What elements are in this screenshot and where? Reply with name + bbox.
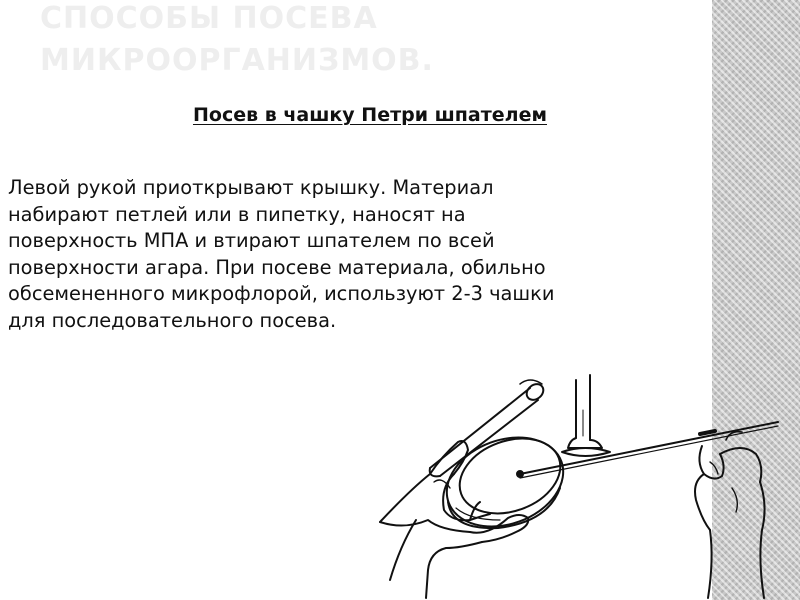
slide-subtitle-text: Посев в чашку Петри шпателем	[192, 104, 547, 126]
test-tube-drawing	[430, 380, 547, 476]
body-line: Левой рукой приоткрывают крышку. Материал	[8, 176, 494, 199]
body-line: поверхность МПА и втирают шпателем по всей	[8, 229, 495, 253]
spatula-drawing	[520, 422, 778, 478]
slide-subtitle	[0, 104, 740, 126]
slide-title-line-2: МИКРООРГАНИЗМОВ.	[40, 43, 434, 78]
body-line: поверхности агара. При посеве материала, обильно	[8, 255, 546, 279]
body-line: набирают петлей или в пипетку, наносят на	[8, 202, 466, 226]
right-hand-drawing	[695, 432, 765, 598]
slide-title-line-1: СПОСОБЫ ПОСЕВА	[40, 1, 378, 36]
slide-title	[40, 0, 700, 82]
body-paragraph	[8, 175, 748, 335]
petri-dish-drawing	[434, 422, 575, 542]
body-line: для последовательного посева.	[8, 308, 337, 332]
stand-drawing	[562, 375, 610, 456]
body-line: обсемененного микрофлорой, используют 2-3 чашки	[8, 282, 555, 306]
petri-dish-spatula-illustration	[370, 370, 790, 600]
